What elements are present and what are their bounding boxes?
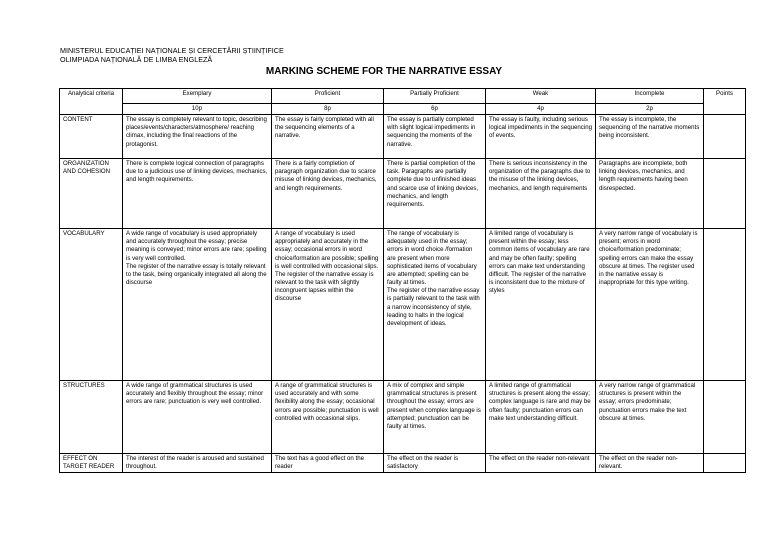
cell-structures-exemplary: A wide range of grammatical structures is used accurately and flexibly throughout the essay; minor errors are rare; punctuation is very well controlled. [123, 381, 272, 454]
cell-vocabulary-weak: A limited range of vocabulary is present within the essay; less common items of vocabulary are rare and may be often faulty; spelling errors can make text understanding difficult. The register of the narrative is inconsistent due to the mixture of styles [486, 229, 596, 381]
cell-content-partially: The essay is partially completed with slight logical impediments in sequencing the moments of the narrative. [384, 115, 486, 159]
cell-structures-weak: A limited range of grammatical structures is present along the essay; complex language is rare and may be often faulty; punctuation errors can make text understanding difficult. [486, 381, 596, 454]
table-row [60, 381, 746, 454]
olympiad-line: OLIMPIADA NAȚIONALĂ DE LIMBA ENGLEZĂ [60, 55, 213, 64]
document-header [60, 46, 284, 64]
score-incomplete: 2p [596, 104, 704, 115]
score-weak: 4p [486, 104, 596, 115]
cell-effect-partially: The effect on the reader is satisfactory [384, 454, 486, 473]
cell-vocabulary-proficient: A range of vocabulary is used appropriately and accurately in the essay; occasional errors in word choice/formation are possible; spelling is well controlled with occasional slips. The register of the narrative essay is relevant to the task with slightly incongruent lapses within the discourse [272, 229, 384, 381]
table-header-row [60, 89, 746, 104]
table-row [60, 229, 746, 381]
header-partially-proficient: Partially Proficient [384, 89, 486, 104]
cell-vocabulary-partially: The range of vocabulary is adequately used in the essay; errors in word choice /formation are present when more sophisticated items of vocabulary are attempted; spelling can be faulty at times. The register of the narrative essay is partially relevant to the task with a narrow inconsistency of style, leading to halts in the logical development of ideas. [384, 229, 486, 381]
cell-structures-incomplete: A very narrow range of grammatical structures is present within the essay; errors predominate; punctuation errors make the text obscure at times. [596, 381, 704, 454]
header-analytical-criteria: Analytical criteria [60, 89, 123, 115]
score-exemplary: 10p [123, 104, 272, 115]
cell-content-exemplary: The essay is completely relevant to topic, describing places/events/characters/atmosphere/ reaching climax, including the final reactions of the protagonist. [123, 115, 272, 159]
criterion-organization: ORGANIZATION AND COHESION [60, 159, 123, 229]
criterion-vocabulary: VOCABULARY [60, 229, 123, 381]
cell-organization-proficient: There is a fairly completion of paragraph organization due to scarce misuse of linking devices, mechanics, and length requirements. [272, 159, 384, 229]
cell-effect-incomplete: The effect on the reader non-relevant. [596, 454, 704, 473]
table-row [60, 159, 746, 229]
marking-scheme-table [59, 88, 746, 473]
cell-vocabulary-exemplary: A wide range of vocabulary is used appropriately and accurately throughout the essay; precise meaning is conveyed; minor errors are rare; spelling is very well controlled. The register of the narrative essay is totally relevant to the task, being organically integrated all along the discourse [123, 229, 272, 381]
ministry-line: MINISTERUL EDUCAȚIEI NAȚIONALE ȘI CERCETĂRII ȘTIINȚIFICE [60, 46, 284, 55]
header-proficient: Proficient [272, 89, 384, 104]
table-row [60, 115, 746, 159]
cell-vocabulary-incomplete: A very narrow range of vocabulary is present; errors in word choice/formation predominate; spelling errors can make the essay obscure at times. The register used in the narrative essay is inappropriate for this type writing. [596, 229, 704, 381]
criterion-content: CONTENT [60, 115, 123, 159]
cell-organization-exemplary: There is complete logical connection of paragraphs due to a judicious use of linking devices, mechanics, and length requirements. [123, 159, 272, 229]
cell-organization-weak: There is serious inconsistency in the organization of the paragraphs due to the misuse of the linking devices, mechanics, and length requirements [486, 159, 596, 229]
cell-organization-incomplete: Paragraphs are incomplete, both linking devices, mechanics, and length requirements having been disrespected. [596, 159, 704, 229]
page-title: MARKING SCHEME FOR THE NARRATIVE ESSAY [265, 66, 503, 77]
score-partially-proficient: 6p [384, 104, 486, 115]
cell-content-incomplete: The essay is incomplete, the sequencing of the narrative moments being inconsistent. [596, 115, 704, 159]
header-exemplary: Exemplary [123, 89, 272, 104]
cell-effect-exemplary: The interest of the reader is aroused and sustained throughout. [123, 454, 272, 473]
cell-structures-partially: A mix of complex and simple grammatical structures is present throughout the essay; errors are present when complex language is attempted; punctuation can be faulty at times. [384, 381, 486, 454]
criterion-structures: STRUCTURES [60, 381, 123, 454]
score-proficient: 8p [272, 104, 384, 115]
points-structures [704, 381, 746, 454]
points-effect [704, 454, 746, 473]
cell-effect-weak: The effect on the reader non-relevant [486, 454, 596, 473]
points-vocabulary [704, 229, 746, 381]
cell-effect-proficient: The text has a good effect on the reader [272, 454, 384, 473]
header-incomplete: Incomplete [596, 89, 704, 104]
header-points: Points [704, 89, 746, 115]
header-weak: Weak [486, 89, 596, 104]
cell-organization-partially: There is partial completion of the task. Paragraphs are partially complete due to unfinished ideas and scarce use of linking devices, mechanics, and length requirements. [384, 159, 486, 229]
table-score-row [60, 104, 746, 115]
cell-structures-proficient: A range of grammatical structures is used accurately and with some flexibility along the essay; occasional errors are possible; punctuation is well controlled with occasional slips. [272, 381, 384, 454]
points-content [704, 115, 746, 159]
points-organization [704, 159, 746, 229]
cell-content-proficient: The essay is fairly completed with all the sequencing elements of a narrative. [272, 115, 384, 159]
table-row [60, 454, 746, 473]
criterion-effect-on-target-reader: EFFECT ON TARGET READER [60, 454, 123, 473]
cell-content-weak: The essay is faulty, including serious logical impediments in the sequencing of events. [486, 115, 596, 159]
